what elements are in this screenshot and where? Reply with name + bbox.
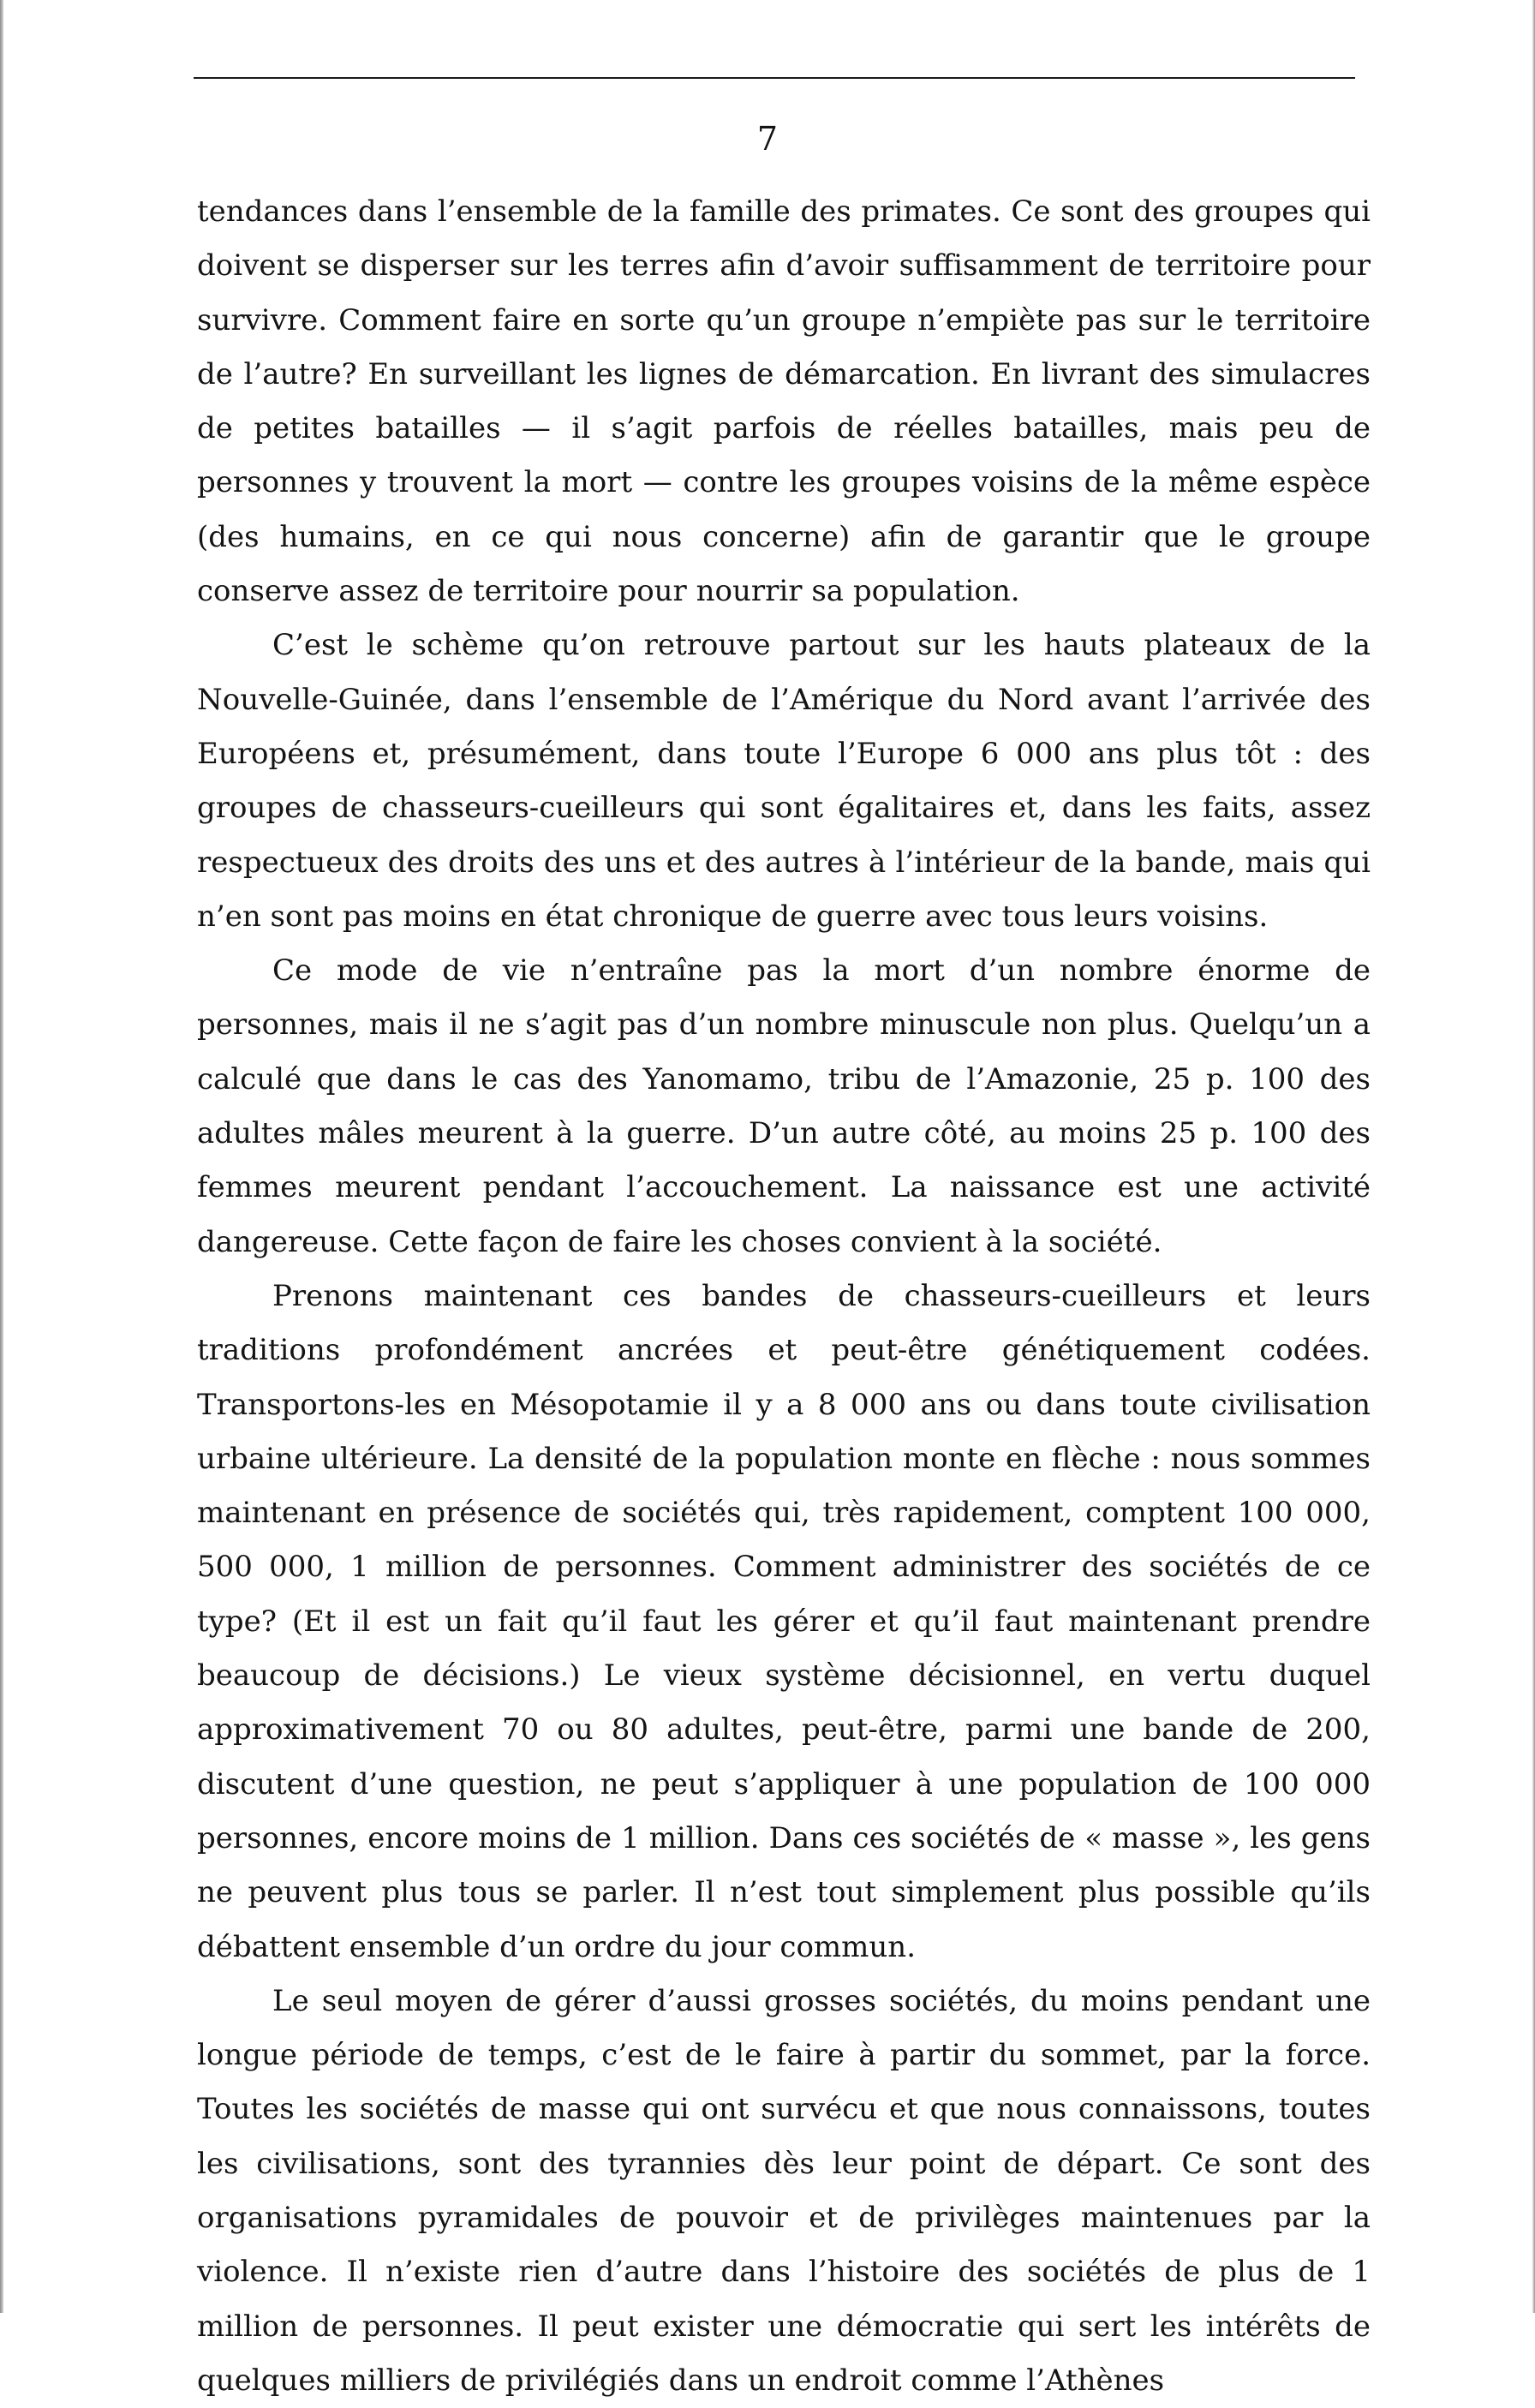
paragraph-2: C’est le schème qu’on retrouve partout sur les hauts plateaux de la Nouvelle-Guinée, dans l’ensemble de l’Amérique du Nord avant l’arrivée des Européens et, présumément, dans toute l’Europe 6 000 ans plus tôt : des groupes de chasseurs-cueilleurs qui sont égalitaires et, dans les faits, assez respectueux des droits des uns et des autres à l’intérieur de la bande, mais qui n’en sont pas moins en état chronique de guerre avec tous leurs voisins. xyxy=(197,628,1371,934)
paragraph-3: Ce mode de vie n’entraîne pas la mort d’un nombre énorme de personnes, mais il ne s’agit pas d’un nombre minuscule non plus. Quelqu’un a calculé que dans le cas des Yanomamo, tribu de l’Amazonie, 25 p. 100 des adultes mâles meurent à la guerre. D’un autre côté, au moins 25 p. 100 des femmes meurent pendant l’accouchement. La naissance est une activité dangereuse. Cette façon de faire les choses convient à la société. xyxy=(197,953,1371,1259)
paragraph-4: Prenons maintenant ces bandes de chasseurs-cueilleurs et leurs traditions profondément ancrées et peut-être génétiquement codées. Transportons-les en Mésopotamie il y a 8 000 ans ou dans toute civilisation urbaine ultérieure. La densité de la population monte en flèche : nous sommes maintenant en présence de sociétés qui, très rapidement, comptent 100 000, 500 000, 1 million de personnes. Comment administrer des sociétés de ce type? (Et il est un fait qu’il faut les gérer et qu’il faut maintenant prendre beaucoup de décisions.) Le vieux système décisionnel, en vertu duquel approximativement 70 ou 80 adultes, peut-être, parmi une bande de 200, discutent d’une question, ne peut s’appliquer à une population de 100 000 personnes, encore moins de 1 million. Dans ces sociétés de « masse », les gens ne peuvent plus tous se parler. Il n’est tout simplement plus possible qu’ils débattent ensemble d’un ordre du jour commun. xyxy=(197,1278,1371,1964)
header-rule xyxy=(194,77,1355,79)
paragraph-5: Le seul moyen de gérer d’aussi grosses sociétés, du moins pendant une longue période de temps, c’est de le faire à partir du sommet, par la force. Toutes les sociétés de masse qui ont survécu et que nous connaissons, toutes les civilisations, sont des tyrannies dès leur point de départ. Ce sont des organisations pyramidales de pouvoir et de privilèges maintenues par la violence. Il n’existe rien d’autre dans l’histoire des sociétés de plus de 1 million de personnes. Il peut exister une démocratie qui sert les intérêts de quelques milliers de privilégiés dans un endroit comme l’Athènes xyxy=(197,1983,1371,2398)
paragraph-1: tendances dans l’ensemble de la famille des primates. Ce sont des groupes qui doivent se disperser sur les terres afin d’avoir suffisamment de territoire pour survivre. Comment faire en sorte qu’un groupe n’empiète pas sur le territoire de l’autre? En surveillant les lignes de démarcation. En livrant des simulacres de petites batailles — il s’agit parfois de réelles batailles, mais peu de personnes y trouvent la mort — contre les groupes voisins de la même espèce (des humains, en ce qui nous concerne) afin de garantir que le groupe conserve assez de territoire pour nourrir sa population. xyxy=(197,194,1371,609)
page-number: 7 xyxy=(756,120,779,158)
scan-edge-left xyxy=(0,0,3,2313)
body-text xyxy=(197,185,1371,2408)
